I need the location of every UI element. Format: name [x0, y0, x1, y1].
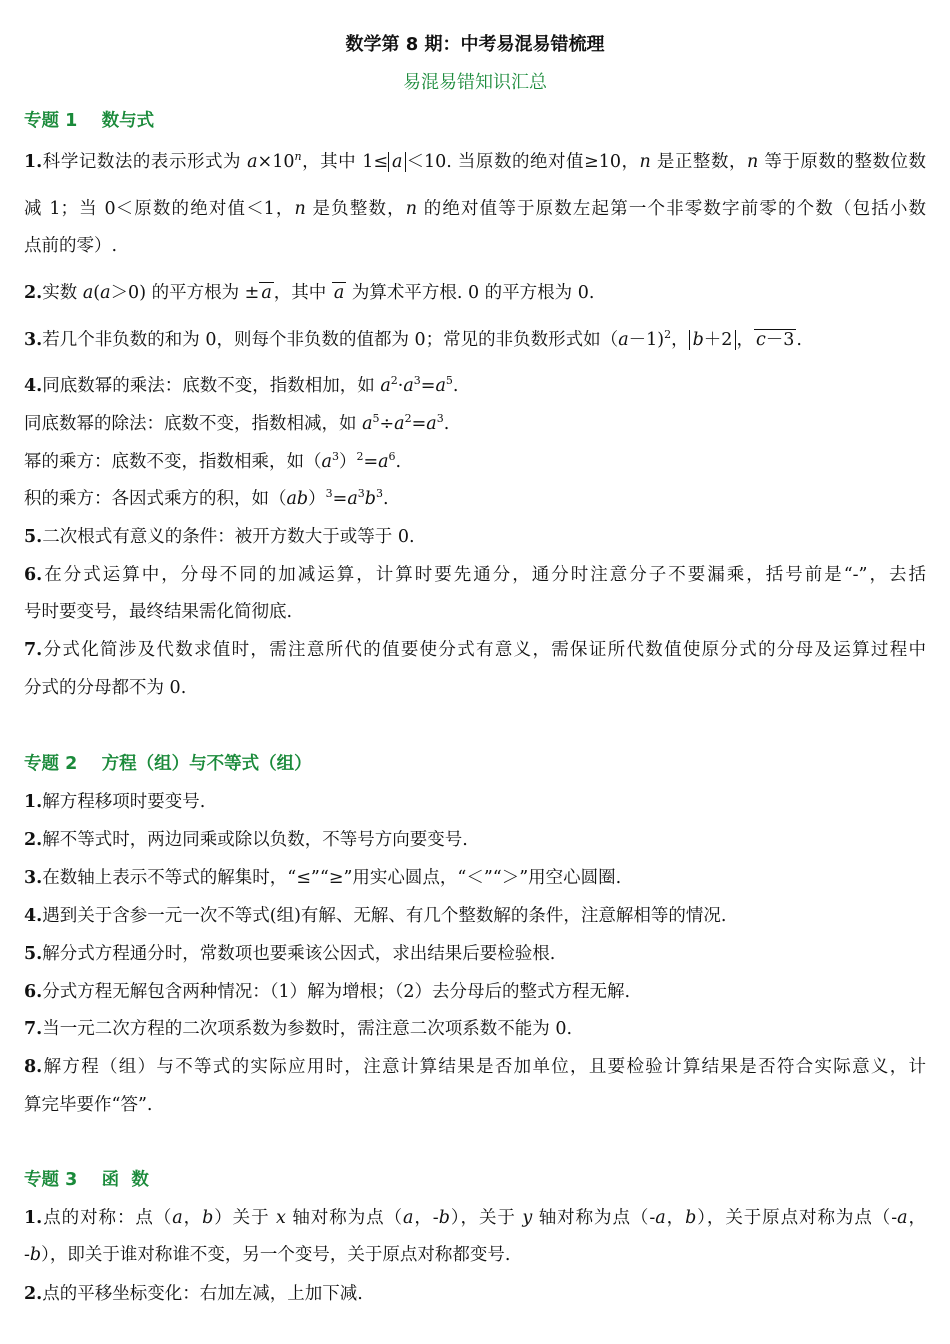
section-2-item-7: 7.当一元二次方程的二次项系数为参数时，需注意二次项系数不能为 0. [24, 1019, 573, 1039]
section-2-item-2: 2.解不等式时，两边同乘或除以负数，不等号方向要变号. [24, 830, 468, 850]
section-2-item-1: 1.解方程移项时要变号. [24, 792, 206, 812]
section-1-item-3: 3.若几个非负数的和为 0，则每个非负数的值都为 0；常见的非负数形式如（a－1)$^2$， b＋2 ， c－3 . [24, 328, 802, 350]
section-1-item-5: 5.二次根式有意义的条件：被开方数大于或等于 0. [24, 527, 415, 547]
section-1-item-2: 2.实数 a(a＞0) 的平方根为 ± a ，其中 a 为算术平方根. 0 的平方根为 0. [24, 283, 595, 303]
section-heading-2: 专题 2 方程（组）与不等式（组） [24, 754, 312, 774]
section-heading-3: 专题 3 函 数 [24, 1170, 149, 1190]
section-1-item-4c: 幂的乘方：底数不变，指数相乘，如$(a^3)^2=a^6$. [24, 450, 402, 472]
section-heading-1: 专题 1 数与式 [24, 111, 155, 131]
section-1-item-4b: 同底数幂的除法：底数不变，指数相减，如 $a^5\div a^2=a^3$. [24, 412, 450, 434]
page-subtitle: 易混易错知识汇总 [403, 72, 547, 93]
section-1-item-4: 4.同底数幂的乘法：底数不变，指数相加，如 $a^2\cdot a^3=a^5$. [24, 374, 459, 396]
section-2-item-4: 4.遇到关于含参一元一次不等式(组)有解、无解、有几个整数解的条件，注意解相等的情况. [24, 906, 727, 926]
item-number: 1. [24, 152, 43, 172]
section-2-item-6: 6.分式方程无解包含两种情况：（1）解为增根；（2）去分母后的整式方程无解. [24, 982, 631, 1002]
section-2-item-3: 3.在数轴上表示不等式的解集时，“≤”“≥”用实心圆点，“＜”“＞”用空心圆圈. [24, 868, 622, 888]
section-2-item-5: 5.解分式方程通分时，常数项也要乘该公因式，求出结果后要检验根. [24, 944, 556, 964]
document-page: 数学第 8 期：中考易混易错梳理 易混易错知识汇总 专题 1 数与式 1.科学记数法的表示形式为 $a\times 10^n$，其中 1≤ a ＜10. 当原数的绝对值≥10，n 是正整数，n 等于原数的整数位数 减 1；当 0＜原数的绝对值＜1，n 是负整数，n 的绝对值等于原数左起第一个非零数字前零的个数（包括小数 点前的零）. 2.实数 a(a＞0) 的平方根为 ± a ，其中 a 为算术平方根. 0 的平方根为 0. 3.若几个非负数的和为 0，则每个非负数的值都为 0；常见的非负数形式如（a－1)$^2$， b＋2 ， c－3 . 4.同底数幂的乘法：底数不变，指数相加，如 $a^2\cdot a^3=a^5$. 同底数幂的除法：底数不变，指数相减，如 $a^5\div a^2=a^3$. 幂的乘方：底数不变，指数相乘，如$(a^3)^2=a^6$. 积的乘方：各因式乘方的积，如$(ab)^3=a^3b^3$. 5.二次根式有意义的条件：被开方数大于或等于 0. 6.在分式运算中，分母不同的加减运算，计算时要先通分，通分时注意分子不要漏乘，括号前是“-”，去括 号时要变号，最终结果需化简彻底. 7.分式化简涉及代数求值时，需注意所代的值要使分式有意义，需保证所代数值使原分式的分母及运算过程中 分式的分母都不为 0. 专题 2 方程（组）与不等式（组） 1.解方程移项时要变号. 2.解不等式时，两边同乘或除以负数，不等号方向要变号. 3.在数轴上表示不等式的解集时，“≤”“≥”用实心圆点，“＜”“＞”用空心圆圈. 4.遇到关于含参一元一次不等式(组)有解、无解、有几个整数解的条件，注意解相等的情况. 5.解分式方程通分时，常数项也要乘该公因式，求出结果后要检验根. 6.分式方程无解包含两种情况：（1）解为增根；（2）去分母后的整式方程无解. 7.当一元二次方程的二次项系数为参数时，需注意二次项系数不能为 0. 8.解方程（组）与不等式的实际应用时，注意计算结果是否加单位，且要检验计算结果是否符合实际意义，计 算完毕要作“答”. 专题 3 函 数 1.点的对称：点（a，b）关于 x 轴对称为点（a，-b），关于 y 轴对称为点（-a，b），关于原点对称为点（-a， -b），即关于谁对称谁不变，另一个变号，关于原点对称都变号. 2.点的平移坐标变化：右加左减，上加下减. [0, 0, 950, 1344]
section-1-item-4d: 积的乘方：各因式乘方的积，如$(ab)^3=a^3b^3$. [24, 487, 389, 509]
page-title: 数学第 8 期：中考易混易错梳理 [345, 34, 605, 55]
section-3-item-2: 2.点的平移坐标变化：右加左减，上加下减. [24, 1284, 363, 1304]
